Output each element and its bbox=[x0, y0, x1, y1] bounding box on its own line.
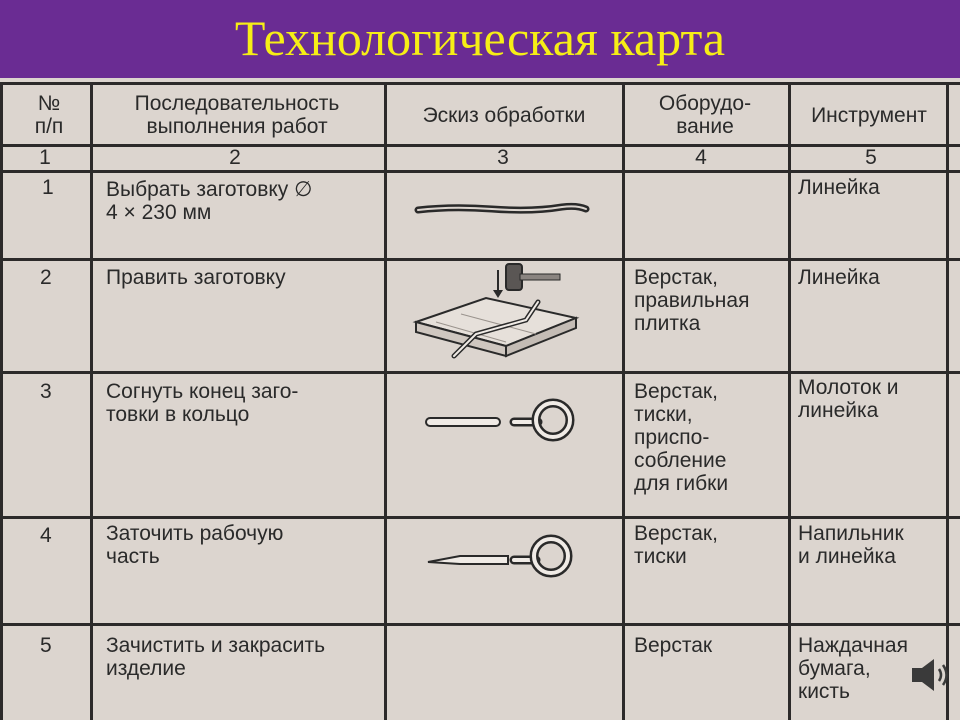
row-5-number: 5 bbox=[40, 634, 52, 657]
page-title: Технологическая карта bbox=[234, 10, 726, 66]
column-number-1: 1 bbox=[39, 146, 51, 169]
row-2-divider bbox=[0, 371, 960, 374]
row-2-number: 2 bbox=[40, 266, 52, 289]
row-1-divider bbox=[0, 258, 960, 261]
sketch-pointed-wire-with-ring bbox=[420, 530, 580, 586]
technological-map-table bbox=[0, 78, 960, 720]
header-sequence: Последовательность выполнения работ bbox=[134, 92, 340, 138]
title-bar bbox=[0, 0, 960, 78]
column-number-4: 4 bbox=[695, 146, 707, 169]
column-4-divider bbox=[788, 82, 791, 720]
sketch-hammer-on-plate bbox=[406, 262, 606, 368]
row-1-tool: Линейка bbox=[798, 176, 880, 199]
row-5-step: Зачистить и закрасить изделие bbox=[106, 634, 326, 680]
speaker-icon[interactable] bbox=[910, 656, 954, 694]
column-3-divider bbox=[622, 82, 625, 720]
row-2-equipment: Верстак, правильная плитка bbox=[634, 266, 750, 335]
row-3-divider bbox=[0, 516, 960, 519]
row-3-step: Согнуть конец заго- товки в кольцо bbox=[106, 380, 299, 426]
sketch-wire-with-ring bbox=[420, 394, 580, 450]
row-4-number: 4 bbox=[40, 524, 52, 547]
header-tool: Инструмент bbox=[811, 104, 927, 127]
row-3-tool: Молоток и линейка bbox=[798, 376, 899, 422]
header-number: № п/п bbox=[34, 92, 64, 138]
row-2-tool: Линейка bbox=[798, 266, 880, 289]
column-number-row-divider bbox=[0, 170, 960, 173]
column-number-3: 3 bbox=[497, 146, 509, 169]
row-5-tool: Наждачная бумага, кисть bbox=[798, 634, 908, 703]
column-number-2: 2 bbox=[229, 146, 241, 169]
column-number-5: 5 bbox=[865, 146, 877, 169]
header-equipment: Оборудо- вание bbox=[658, 92, 752, 138]
row-2-step: Править заготовку bbox=[106, 266, 286, 289]
header-sketch: Эскиз обработки bbox=[422, 104, 586, 127]
table-border-right bbox=[946, 82, 949, 720]
row-3-number: 3 bbox=[40, 380, 52, 403]
column-1-divider bbox=[90, 82, 93, 720]
row-4-divider bbox=[0, 623, 960, 626]
row-1-number: 1 bbox=[42, 176, 54, 199]
row-4-tool: Напильник и линейка bbox=[798, 522, 904, 568]
column-2-divider bbox=[384, 82, 387, 720]
row-4-equipment: Верстак, тиски bbox=[634, 522, 718, 568]
row-5-equipment: Верстак bbox=[634, 634, 713, 657]
table-border-top bbox=[0, 82, 960, 85]
row-3-equipment: Верстак, тиски, приспо- собление для гибки bbox=[634, 380, 729, 495]
row-1-step: Выбрать заготовку ∅ 4 × 230 мм bbox=[106, 178, 313, 224]
row-4-step: Заточить рабочую часть bbox=[106, 522, 284, 568]
table-border-left bbox=[0, 82, 3, 720]
sketch-straight-wire bbox=[412, 190, 592, 230]
